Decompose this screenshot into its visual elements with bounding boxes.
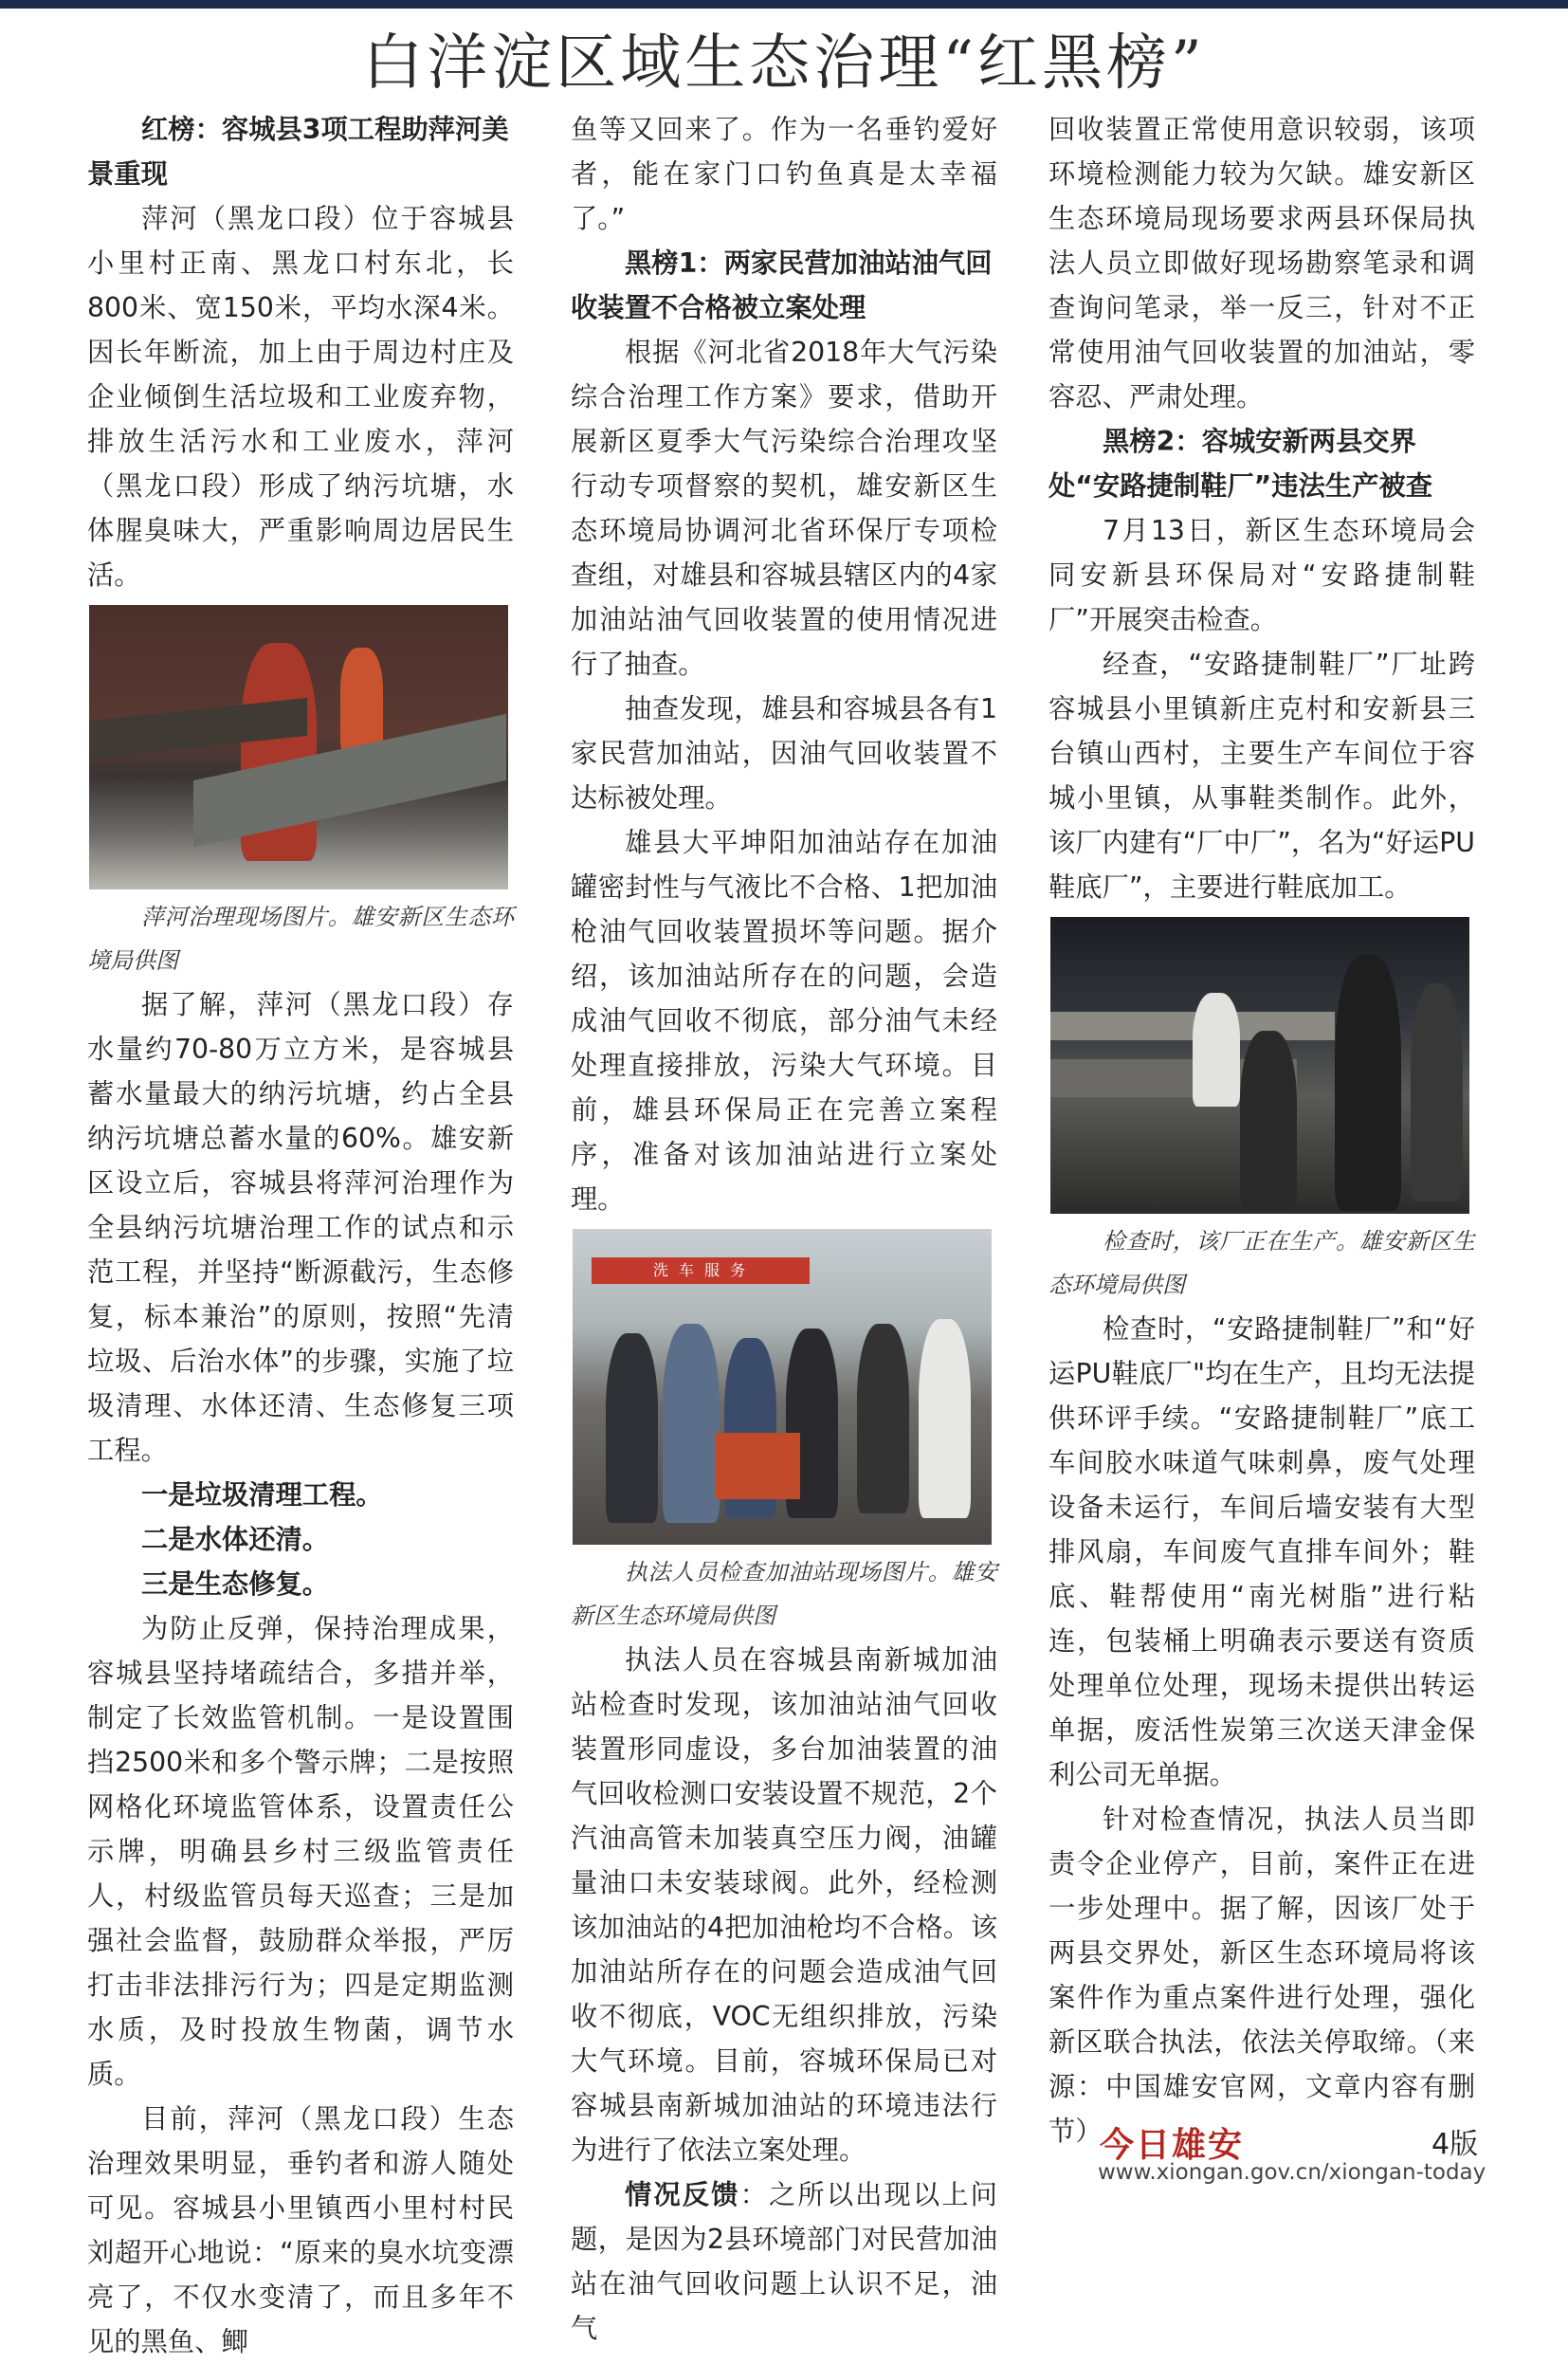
worker-figure: [1411, 983, 1463, 1201]
paragraph: 雄县大平坤阳加油站存在加油罐密封性与气液比不合格、1把加油枪油气回收装置损坏等问题。据介绍，该加油站所存在的问题，会造成油气回收不彻底，部分油气未经处理直接排放，污染大气环境。目前，雄县环保局正在完善立案程序，准备对该加油站进行立案处理。: [571, 827, 997, 1215]
worker-figure: [1193, 993, 1240, 1107]
inspector-figure: [857, 1324, 909, 1513]
paragraph: 执法人员在容城县南新城加油站检查时发现，该加油站油气回收装置形同虚设，多台加油装置的油气回收检测口安装设置不规范，2个汽油高管未加装真空压力阀，油罐量油口未安装球阀。此外，经检测该加油站的4把加油枪均不合格。该加油站所存在的问题会造成油气回收不彻底，VOC无组织排放，污染大气环境。目前，容城环保局已对容城县南新城加油站的环境违法行为进行了依法立案处理。: [571, 1644, 997, 2166]
paragraph: 萍河（黑龙口段）位于容城县小里村正南、黑龙口村东北，长800米、宽150米，平均水深4米。因长年断流，加上由于周边村庄及企业倾倒生活垃圾和工业废弃物，排放生活污水和工业废水，萍河（黑龙口段）形成了纳污坑塘，水体腥臭味大，严重影响周边居民生活。: [87, 203, 514, 591]
page-title: 白洋淀区域生态治理“红黑榜”: [362, 28, 1206, 99]
paragraph: 鱼等又回来了。作为一名垂钓爱好者，能在家门口钓鱼真是太幸福了。”: [571, 114, 997, 234]
list-item: 二是水体还清。: [141, 1524, 330, 1555]
article-column-2: [571, 107, 997, 2351]
inspector-figure: [919, 1319, 971, 1518]
photo-caption: 萍河治理现场图片。雄安新区生态环境局供图: [87, 904, 514, 974]
paragraph: 针对检查情况，执法人员当即责令企业停产，目前，案件正在进一步处理中。据了解，因该厂处于两县交界处，新区生态环境局将该案件作为重点案件进行处理，强化新区联合执法，依法关停取缔。（来源：中国雄安官网，文章内容有删节）: [1048, 1804, 1475, 2147]
worker-figure: [1240, 1031, 1297, 1211]
inspector-figure: [606, 1333, 658, 1523]
paragraph: 经查，“安路捷制鞋厂”厂址跨容城县小里镇新庄克村和安新县三台镇山西村，主要生产车间位于容城小里镇，从事鞋类制作。此外，该厂内建有“厂中厂”，名为“好运PU鞋底厂”，主要进行鞋底加工。: [1048, 649, 1475, 903]
paragraph: 目前，萍河（黑龙口段）生态治理效果明显，垂钓者和游人随处可见。容城县小里镇西小里村村民刘超开心地说：“原来的臭水坑变漂亮了，不仅水变清了，而且多年不见的黑鱼、鲫: [87, 2103, 514, 2357]
worker-figure: [340, 648, 383, 752]
paragraph: 根据《河北省2018年大气污染综合治理工作方案》要求，借助开展新区夏季大气污染综合治理攻坚行动专项督察的契机，雄安新区生态环境局协调河北省环保厅专项检查组，对雄县和容城县辖区内的4家加油站油气回收装置的使用情况进行了抽查。: [571, 337, 997, 680]
list-item: 三是生态修复。: [141, 1568, 330, 1600]
page-number: 4版: [1431, 2128, 1479, 2161]
article-column-3: [1048, 107, 1475, 2153]
gas-station-inspection-photo: [573, 1229, 992, 1545]
feedback-text: ：之所以出现以上问题，是因为2县环境部门对民营加油站在油气回收问题上认识不足，油气: [571, 2179, 997, 2344]
equipment-box: [715, 1433, 800, 1499]
red-list-heading: 红榜：容城县3项工程助萍河美景重现: [87, 114, 509, 190]
paragraph: 为防止反弹，保持治理成果，容城县坚持堵疏结合，多措并举，制定了长效监管机制。一是设置围挡2500米和多个警示牌；二是按照网格化环境监管体系，设置责任公示牌，明确县乡村三级监管责任人，村级监管员每天巡查；三是加强社会监督，鼓励群众举报，严厉打击非法排污行为；四是定期监测水质，及时投放生物菌，调节水质。: [87, 1613, 514, 2090]
black-list-2-heading: 黑榜2：容城安新两县交界处“安路捷制鞋厂”违法生产被查: [1048, 426, 1433, 502]
top-banner-bar: [0, 0, 1568, 9]
paragraph: 据了解，萍河（黑龙口段）存水量约70-80万立方米，是容城县蓄水量最大的纳污坑塘，约占全县纳污坑塘总蓄水量的60%。雄安新区设立后，容城县将萍河治理作为全县纳污坑塘治理工作的试点和示范工程，并坚持“断源截污，生态修复，标本兼治”的原则，按照“先清垃圾、后治水体”的步骤，实施了垃圾清理、水体还清、生态修复三项工程。: [87, 989, 514, 1466]
list-item: 一是垃圾清理工程。: [141, 1479, 383, 1511]
paragraph: 抽查发现，雄县和容城县各有1家民营加油站，因油气回收装置不达标被处理。: [571, 693, 997, 814]
station-sign: 洗 车 服 务: [592, 1257, 810, 1284]
newspaper-logo: 今日雄安: [1100, 2125, 1245, 2165]
feedback-paragraph: [571, 2172, 997, 2351]
feedback-label: 情况反馈: [625, 2179, 740, 2210]
article-column-1: [87, 107, 514, 2364]
shoe-factory-photo: [1050, 917, 1469, 1214]
worker-figure: [1335, 955, 1401, 1211]
photo-caption: 检查时，该厂正在生产。雄安新区生态环境局供图: [1048, 1228, 1475, 1298]
footer-url-link[interactable]: www.xiongan.gov.cn/xiongan-today: [1098, 2160, 1486, 2185]
photo-caption: 执法人员检查加油站现场图片。雄安新区生态环境局供图: [571, 1559, 997, 1629]
river-cleanup-photo: [89, 605, 508, 889]
paragraph: 回收装置正常使用意识较弱，该项环境检测能力较为欠缺。雄安新区生态环境局现场要求两县环保局执法人员立即做好现场勘察笔录和调查询问笔录，举一反三，针对不正常使用油气回收装置的加油站，零容忍、严肃处理。: [1048, 114, 1475, 412]
paragraph: 7月13日，新区生态环境局会同安新县环保局对“安路捷制鞋厂”开展突击检查。: [1048, 515, 1475, 635]
paragraph: 检查时，“安路捷制鞋厂”和“好运PU鞋底厂"均在生产，且均无法提供环评手续。“安路捷制鞋厂”底工车间胶水味道气味刺鼻，废气处理设备未运行，车间后墙安装有大型排风扇，车间废气直排车间外；鞋底、鞋帮使用“南光树脂”进行粘连，包装桶上明确表示要送有资质处理单位处理，现场未提供出转运单据，废活性炭第三次送天津金保利公司无单据。: [1048, 1313, 1475, 1790]
inspector-figure: [663, 1324, 720, 1523]
black-list-1-heading: 黑榜1：两家民营加油站油气回收装置不合格被立案处理: [571, 247, 993, 323]
